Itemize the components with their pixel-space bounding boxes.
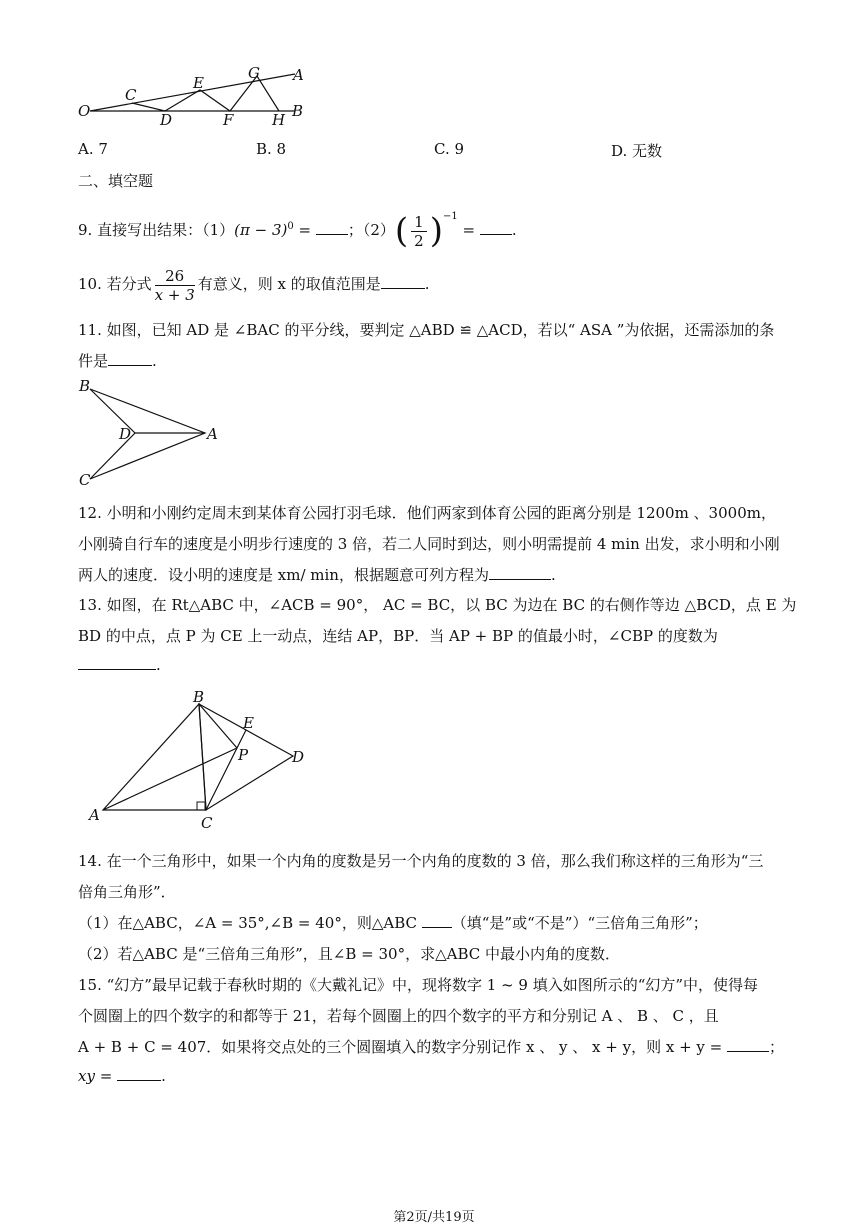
label-P: P [238,746,249,764]
q14-part1-suffix: （填“是”或“不是”）“三倍角三角形”； [451,914,708,932]
label-A: A [293,66,304,84]
label-C: C [201,814,213,832]
q15-answer-blank-2[interactable] [117,1079,161,1081]
label-E: E [243,714,254,732]
q10-den: x + 3 [154,285,195,304]
q9-paren-left: ( [394,211,409,251]
q9-end: . [511,221,517,239]
page-footer: 第2页/共19页 [393,1210,475,1225]
question-9 [78,205,517,249]
q11-answer-blank[interactable] [108,364,152,366]
q12-line3-prefix: 两人的速度．设小明的速度是 xm/ min，根据题意可列方程为 [78,566,489,584]
q9-expr1: (π − 3) [234,221,288,239]
q12-line2: 小刚骑自行车的速度是小明步行速度的 3 倍，若二人同时到达，则小明需提前 4 min 出发，求小明和小刚 [78,535,780,553]
q15-line3-end: ； [769,1038,785,1056]
q10-fraction [155,267,195,304]
figure-angle-zigzag [70,60,320,130]
q15-line4-end: . [161,1067,166,1085]
label-F: F [223,111,234,129]
q11-end: . [152,352,157,370]
q14-line2: 倍角三角形”． [78,883,176,901]
q10-answer-blank[interactable] [381,287,425,289]
q14-part2: （2）若△ABC 是“三倍角三角形”，且∠B = 30°，求△ABC 中最小内角的度数． [78,945,620,963]
label-G: G [248,64,260,82]
q15-line2: 个圆圈上的四个数字的和都等于 21，若每个圆圈上的四个数字的平方和分别记 A 、 B 、 C ，且 [78,1007,719,1025]
q15-line3 [78,1036,784,1057]
q9-paren-right: ) [429,211,443,251]
figure-bisector [75,375,225,490]
q9-num: 1 [411,213,427,232]
label-C: C [125,86,137,104]
label-O: O [78,102,91,120]
option-d: D. 无数 [611,142,663,160]
q14-answer-blank[interactable] [422,926,452,928]
q13-answer-blank[interactable] [78,668,156,670]
q14-part1 [78,912,708,933]
label-D: D [160,111,173,129]
section-heading: 二、填空题 [78,172,154,190]
q15-line3-prefix: A + B + C = 407．如果将交点处的三个圆圈填入的数字分别记作 x 、 y 、 x + y，则 x + y = [78,1038,723,1056]
q15-line1: 15. “幻方”最早记载于春秋时期的《大戴礼记》中，现将数字 1 ~ 9 填入如图所示的“幻方”中，使得每 [78,976,759,994]
q14-line1: 14. 在一个三角形中，如果一个内角的度数是另一个内角的度数的 3 倍，那么我们称这样的三角形为“三 [78,852,764,870]
q10-num: 26 [155,267,195,286]
q12-line3 [78,564,556,585]
q11-line2 [78,350,157,371]
q9-exp2: −1 [442,211,458,222]
label-C: C [79,471,91,489]
option-b: B. 8 [256,140,287,158]
q10-suffix: 有意义，则 x 的取值范围是 [197,275,381,293]
q13-line1: 13. 如图，在 Rt△ABC 中，∠ACB = 90°， AC = BC，以 BC 为边在 BC 的右侧作等边 △BCD，点 E 为 [78,596,797,614]
label-D: D [292,748,305,766]
q10-prefix: 10. 若分式 [78,275,152,293]
q9-fraction [411,213,427,250]
label-H: H [272,111,286,129]
q11-line1: 11. 如图，已知 AD 是 ∠BAC 的平分线，要判定 △ABD ≌ △ACD，若以“ ASA ”为依据，还需添加的条 [78,321,775,339]
q9-prefix: 9. 直接写出结果：（1） [78,221,235,239]
q9-eq1: = [298,221,312,239]
figure-triangle-bcd [85,688,320,833]
q10-end: . [424,275,430,293]
option-a: A. 7 [78,140,108,158]
label-B: B [79,377,91,395]
option-c: C. 9 [434,140,465,158]
q12-line1: 12. 小明和小刚约定周末到某体育公园打羽毛球．他们两家到体育公园的距离分别是 1200m 、3000m， [78,504,776,522]
q9-eq2: = [462,221,476,239]
q12-answer-blank[interactable] [489,578,551,580]
question-10 [78,262,430,306]
q9-exp1: 0 [287,221,294,232]
q14-part1-prefix: （1）在△ABC，∠A = 35°,∠B = 40°，则△ABC [78,914,417,932]
label-A: A [89,806,100,824]
q11-line2-prefix: 件是 [78,352,109,370]
q15-line4-prefix: xy = [78,1067,113,1085]
q9-sep: ；（2） [347,221,395,239]
q15-answer-blank-1[interactable] [727,1050,769,1052]
q13-end: . [156,656,161,674]
q9-answer-blank-1[interactable] [316,233,348,235]
q13-line3 [78,656,161,674]
q9-answer-blank-2[interactable] [480,233,512,235]
label-D: D [119,425,132,443]
label-E: E [193,74,204,92]
q9-den: 2 [414,231,424,250]
q15-line4 [78,1067,166,1085]
q12-end: . [550,566,556,584]
label-A: A [207,425,218,443]
q13-line2: BD 的中点，点 P 为 CE 上一动点，连结 AP，BP．当 AP + BP 的值最小时，∠CBP 的度数为 [78,627,718,645]
label-B: B [193,688,205,706]
label-B: B [292,102,304,120]
